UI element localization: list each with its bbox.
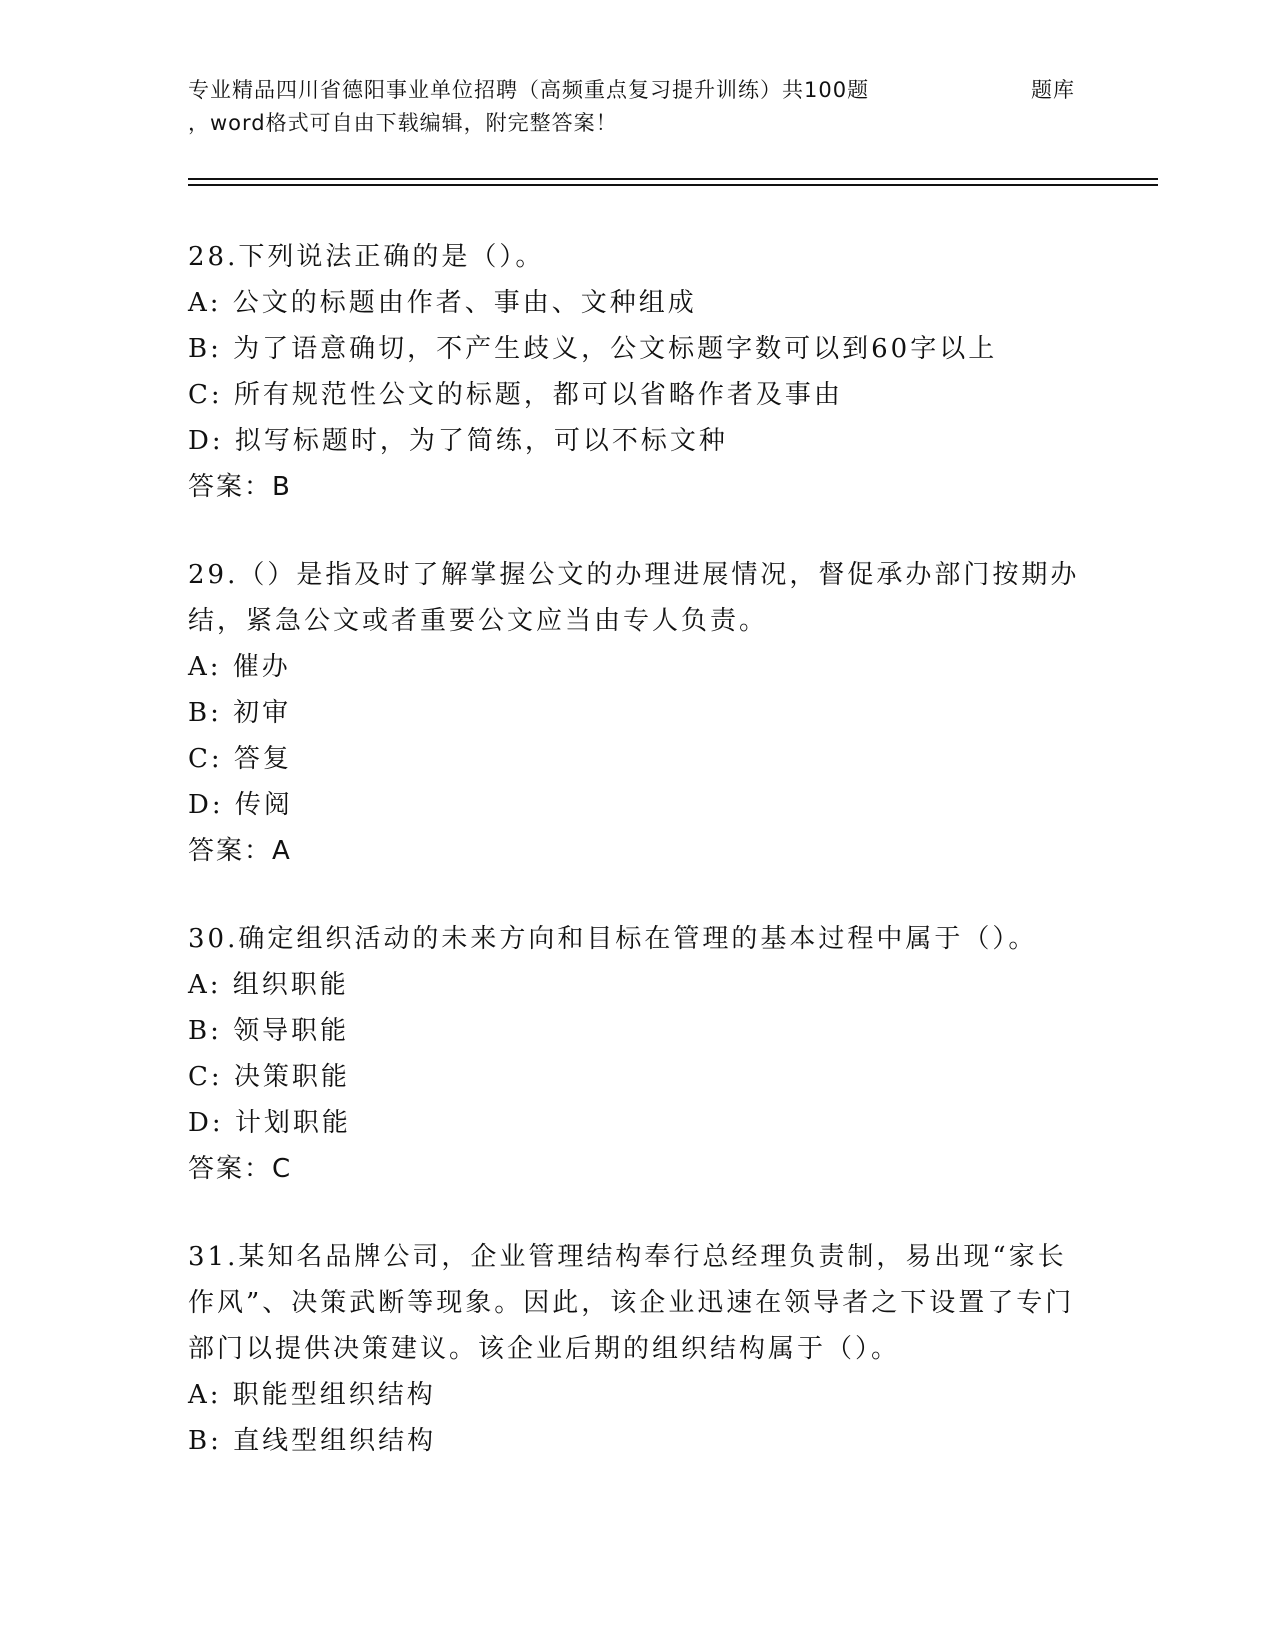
document-subtitle: ，word格式可自由下载编辑，附完整答案！ — [188, 111, 618, 135]
header-tag: 题库 — [1031, 78, 1075, 102]
option-a: A: 职能型组织结构 — [188, 1380, 436, 1410]
answer: 答案：C — [188, 1154, 293, 1184]
option-b: B: 领导职能 — [188, 1016, 350, 1046]
header-divider — [188, 178, 1158, 180]
option-b: B: 初审 — [188, 698, 292, 728]
question-29 — [188, 552, 1088, 874]
question-30 — [188, 916, 1088, 1192]
header-row-1 — [188, 74, 1088, 107]
question-stem: 28.下列说法正确的是（）。 — [188, 242, 545, 272]
question-stem: 31.某知名品牌公司，企业管理结构奉行总经理负责制，易出现“家长作风”、决策武断等现象。因此，该企业迅速在领导者之下设置了专门部门以提供决策建议。该企业后期的组织结构属于（）。 — [188, 1242, 1075, 1364]
question-31 — [188, 1234, 1088, 1464]
option-d: D: 计划职能 — [188, 1108, 351, 1138]
header-row-2 — [188, 107, 1088, 140]
question-stem: 29.（）是指及时了解掌握公文的办理进展情况，督促承办部门按期办结，紧急公文或者重要公文应当由专人负责。 — [188, 560, 1080, 636]
option-c: C: 答复 — [188, 744, 292, 774]
option-a: A: 组织职能 — [188, 970, 349, 1000]
question-28 — [188, 234, 1088, 510]
option-c: C: 所有规范性公文的标题，都可以省略作者及事由 — [188, 380, 843, 410]
question-list — [188, 234, 1088, 1506]
document-title: 专业精品四川省德阳事业单位招聘（高频重点复习提升训练）共100题 — [188, 78, 870, 102]
option-a: A: 公文的标题由作者、事由、文种组成 — [188, 288, 697, 318]
answer: 答案：B — [188, 472, 292, 502]
page-header — [188, 74, 1088, 140]
option-b: B: 直线型组织结构 — [188, 1426, 437, 1456]
question-stem: 30.确定组织活动的未来方向和目标在管理的基本过程中属于（）。 — [188, 924, 1038, 954]
option-c: C: 决策职能 — [188, 1062, 350, 1092]
answer: 答案：A — [188, 836, 292, 866]
header-divider — [188, 184, 1158, 186]
option-d: D: 拟写标题时，为了简练，可以不标文种 — [188, 426, 728, 456]
option-b: B: 为了语意确切，不产生歧义，公文标题字数可以到60字以上 — [188, 334, 998, 364]
option-a: A: 催办 — [188, 652, 291, 682]
option-d: D: 传阅 — [188, 790, 293, 820]
